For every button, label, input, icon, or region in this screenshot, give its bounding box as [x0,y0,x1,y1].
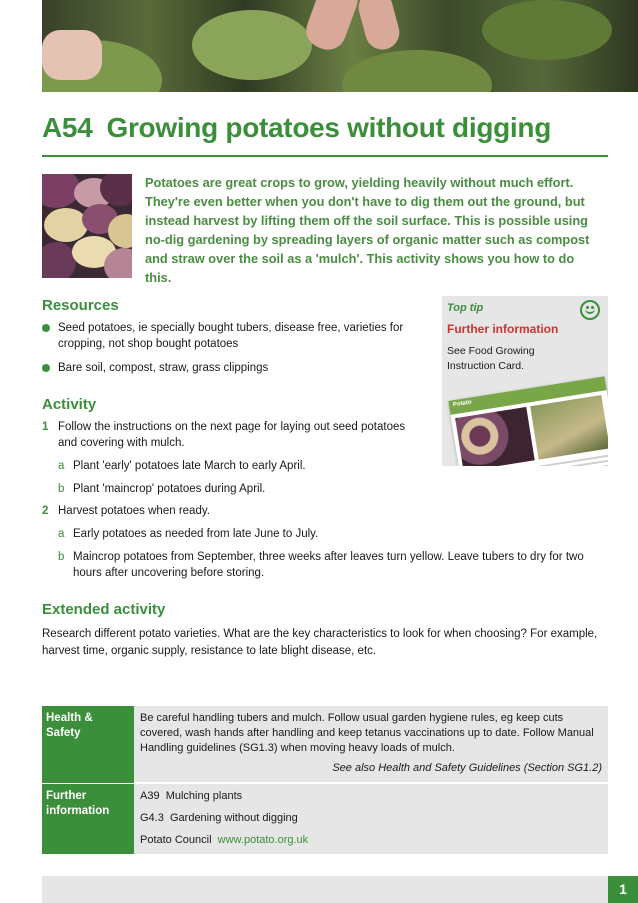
substep-text: Early potatoes as needed from late June to July. [73,528,319,540]
step-number: 1 [42,421,49,433]
activity-heading: Activity [42,396,97,413]
extended-activity-heading: Extended activity [42,601,166,618]
step-number: 2 [42,505,49,517]
activity-substep [58,458,418,474]
activity-substep [58,549,608,581]
activity-code: A54 [42,112,93,143]
top-tip-heading: Further information [447,322,559,336]
intro-text: Potatoes are great crops to grow, yielding heavily without much effort. They're even better when you don't have to dig them out the ground, but instead harvest by lifting them off the soil surface. This is possible using no-dig gardening by spreading layers of organic matter such as compost and straw over the soil as a 'mulch'. This activity shows you how to do this. [145,175,590,285]
substep-letter: a [58,460,65,472]
council-name: Potato Council [140,834,212,846]
leaf-shape [482,0,612,60]
instruction-card-image [448,376,608,466]
hero-photo [42,0,638,92]
see-also-text: See also Health and Safety Guidelines (Section SG1.2) [332,762,602,774]
resources-heading: Resources [42,297,119,314]
substep-letter: a [58,528,65,540]
activity-substep [58,526,608,542]
council-line [140,833,602,848]
leaf-shape [192,10,312,80]
further-info-item: A39 Mulching plants [140,790,243,802]
substep-text: Maincrop potatoes from September, three weeks after leaves turn yellow. Leave tubers to dry for two hours after uncovering before storing. [73,551,584,579]
top-tip-label: Top tip [447,302,484,314]
substep-letter: b [58,483,65,495]
resource-item: Bare soil, compost, straw, grass clippings [42,360,422,376]
step-text: Follow the instructions on the next page for laying out seed potatoes and covering with mulch. [58,421,406,449]
page-number: 1 [608,876,638,903]
substep-letter: b [58,551,65,563]
title-text: Growing potatoes without digging [106,112,552,143]
bullet-icon [42,364,50,372]
further-info-label: Further information [42,783,134,854]
further-info-cell [134,783,608,854]
council-link[interactable]: www.potato.org.uk [217,834,309,846]
further-info-item: G4.3 Gardening without digging [140,812,298,824]
hand-shape [42,30,102,80]
health-safety-cell [134,706,608,783]
page-title [42,112,551,144]
top-tip-body: See Food Growing Instruction Card. [447,345,535,372]
top-tip-box [442,296,608,466]
info-table [42,706,608,854]
step-text: Harvest potatoes when ready. [58,505,210,517]
resource-item: Seed potatoes, ie specially bought tubers, disease free, varieties for cropping, not shop bought potatoes [42,320,422,352]
card-title: Potato [452,399,473,409]
activity-substep [58,481,418,497]
health-safety-text: Be careful handling tubers and mulch. Follow usual garden hygiene rules, eg keep cuts covered, wash hands after handling and keep tetanus vaccinations up to date. Follow Manual Handling guidelines (SG1.3) when moving heavy loads of mulch. [140,712,594,754]
activity-step [42,503,602,519]
smiley-icon [580,300,600,320]
footer-bar [42,876,608,903]
potatoes-photo [42,174,132,278]
health-safety-label: Health & Safety [42,706,134,783]
substep-text: Plant 'early' potatoes late March to early April. [73,460,306,472]
substep-text: Plant 'maincrop' potatoes during April. [73,483,266,495]
hand-shape [355,0,403,53]
leaf-shape [342,50,492,92]
title-rule [42,155,608,157]
bullet-icon [42,324,50,332]
extended-activity-text: Research different potato varieties. What are the key characteristics to look for when choosing? For example, harvest time, organic supply, resistance to late blight disease, etc. [42,628,598,657]
activity-step [42,419,422,451]
